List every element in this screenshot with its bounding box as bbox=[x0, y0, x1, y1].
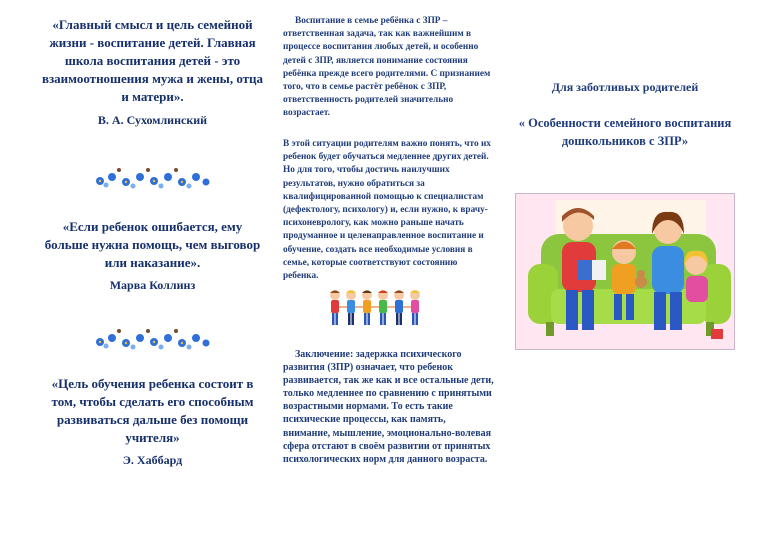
quote-collins: «Если ребенок ошибается, ему больше нужна помощь, чем выговор или наказание». bbox=[44, 219, 261, 270]
author-sukhomlinsky: В. А. Сухомлинский bbox=[97, 113, 208, 127]
family-on-sofa-illustration bbox=[515, 193, 735, 350]
paragraph-intro: Воспитание в семье ребёнка с ЗПР – ответственная задача, так как важнейшим в процессе воспитания любых детей, и особенно детей с ЗПР, является понимание состояния ребёнка прежде всего родителями. С признанием того, что в семье растёт ребёнок с ЗПР, ответственность родителей значительно возрастает. bbox=[283, 16, 491, 119]
author-collins: Марва Коллинз bbox=[109, 278, 196, 292]
quote-sukhomlinsky: «Главный смысл и цель семейной жизни - воспитание детей. Главная школа воспитания детей - это взаимоотношения мужа и жены, отца и матери». bbox=[41, 17, 264, 104]
article-column bbox=[283, 0, 495, 543]
flower-border-2 bbox=[92, 326, 212, 352]
cover-title: « Особенности семейного воспитания дошкольников с ЗПР» bbox=[518, 116, 732, 148]
cover-subtitle: Для заботливых родителей bbox=[551, 80, 699, 94]
author-hubbard: Э. Хаббард bbox=[122, 453, 183, 467]
quotes-column bbox=[40, 0, 265, 543]
quote-hubbard: «Цель обучения ребенка состоит в том, чтобы сделать его способным развиваться дальше без помощи учителя» bbox=[51, 376, 254, 445]
paragraph-conclusion: Заключение: задержка психического развития (ЗПР) означает, что ребенок развивается, так же как и все остальные дети, только медленнее по сравнению с принятыми возрастными нормами. То есть такие психические процессы, как память, внимание, мышление, эмоционально-волевая сфера отстают в своём развитии от принятых психологических норм для данного возраста. bbox=[283, 349, 494, 465]
paragraph-advice: В этой ситуации родителям важно понять, что их ребенок будет обучаться медленнее других детей. Но для того, чтобы достичь наилучших результатов, нужно обратиться за квалифицированной помощью к специалистам (дефектологу, психологу) и, если нужно, к врачу-психоневрологу, как можно раньше начать продуманное и целенаправленное воспитание и обучение, создать все необходимые условия в семье, которые соответствуют состоянию ребенка. bbox=[283, 139, 491, 282]
flower-border-1 bbox=[92, 165, 212, 191]
children-holding-hands-illustration bbox=[325, 287, 425, 329]
cover-column bbox=[515, 0, 735, 543]
